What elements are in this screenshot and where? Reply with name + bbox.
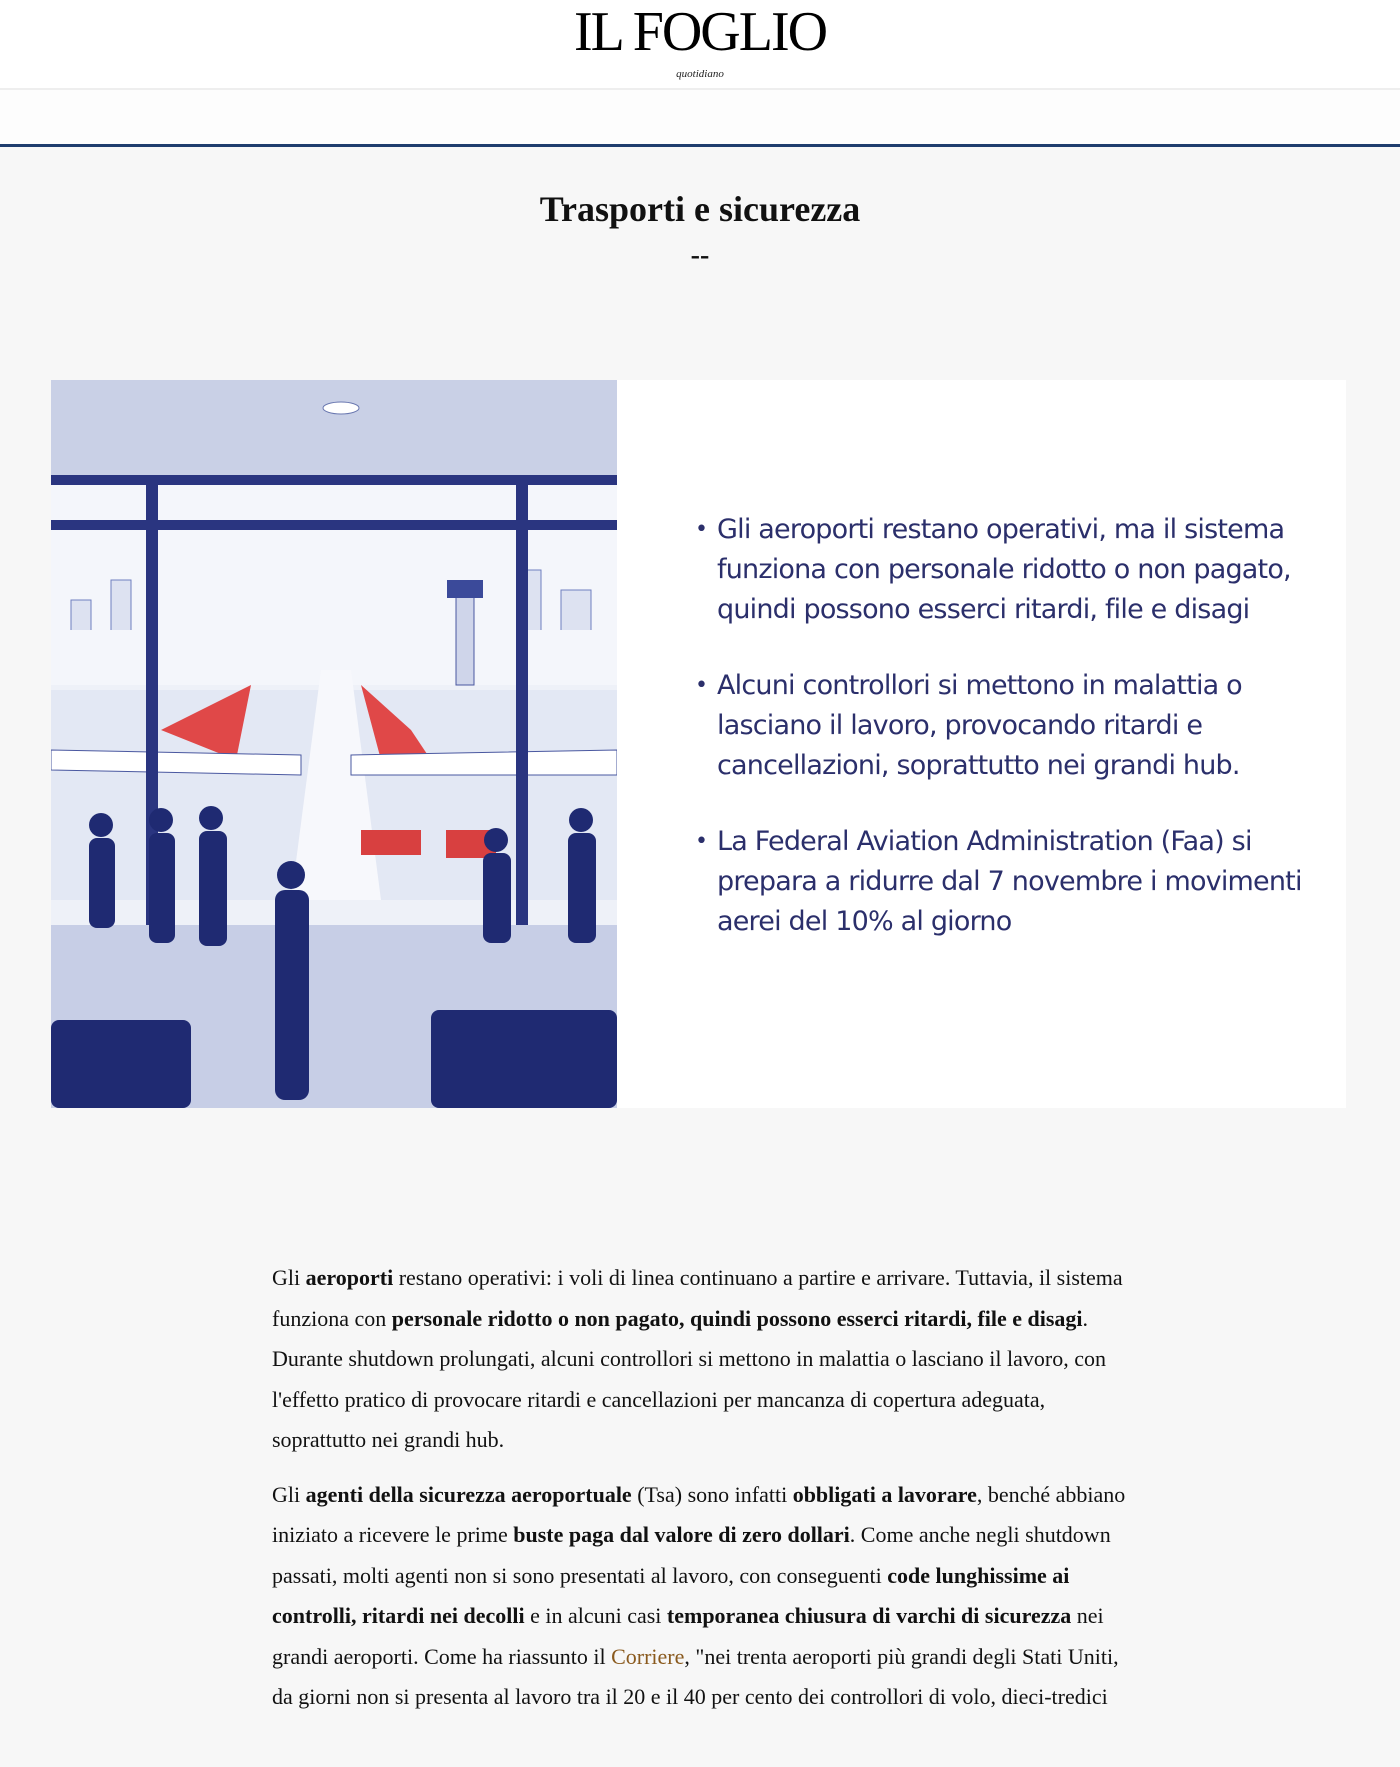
text: Gli xyxy=(272,1481,306,1507)
text: e in alcuni casi xyxy=(524,1603,667,1628)
paragraph xyxy=(272,1258,1132,1461)
article-body xyxy=(272,1258,1132,1732)
bold-text: agenti della sicurezza aeroportuale xyxy=(305,1481,632,1507)
article-subtitle: -- xyxy=(690,240,710,271)
article-title: Trasporti e sicurezza xyxy=(539,189,861,229)
text: . Come anche negli shutdown passati, molti agenti non si sono presentati al lavoro, con conseguenti xyxy=(272,1522,1111,1588)
bullet-item: • Alcuni controllori si mettono in malattia o lasciano il lavoro, provocando ritardi e cancellazioni, soprattutto nei grandi hub. xyxy=(695,666,1306,786)
corriere-link[interactable]: Corriere xyxy=(611,1643,685,1669)
text: Gli xyxy=(272,1265,306,1290)
bold-text: buste paga dal valore di zero dollari xyxy=(513,1522,850,1547)
bold-text: temporanea chiusura di varchi di sicurezza xyxy=(666,1603,1072,1628)
bold-text: code lunghissime ai controlli, ritardi nei decolli xyxy=(272,1562,1070,1628)
summary-bullets xyxy=(617,380,1346,1108)
airport-illustration xyxy=(51,380,617,1108)
bullet-item: • Gli aeroporti restano operativi, ma il sistema funziona con personale ridotto o non pagato, quindi possono esserci ritardi, file e disagi xyxy=(695,510,1306,630)
site-header xyxy=(0,0,1400,90)
nav-bar xyxy=(0,90,1400,147)
bold-text: obbligati a lavorare xyxy=(792,1481,977,1507)
bold-text: aeroporti xyxy=(305,1265,394,1290)
paragraph xyxy=(272,1475,1132,1718)
site-logo[interactable]: IL FOGLIO xyxy=(573,1,827,63)
infographic-card xyxy=(51,380,1346,1108)
text: nei grandi aeroporti. Come ha riassunto il xyxy=(272,1603,1104,1669)
text: , "nei trenta aeroporti più grandi degli Stati Uniti, da giorni non si presenta al lavoro tra il 20 e il 40 per cento dei controllori di volo, dieci-tredici xyxy=(272,1643,1119,1709)
text: (Tsa) sono infatti xyxy=(631,1481,793,1507)
bold-text: personale ridotto o non pagato, quindi possono esserci ritardi, file e disagi xyxy=(391,1305,1083,1331)
text: , benché abbiano iniziato a ricevere le prime xyxy=(272,1481,1126,1547)
bullet-item: • La Federal Aviation Administration (Faa) si prepara a ridurre dal 7 novembre i movimenti aerei del 10% al giorno xyxy=(695,822,1306,942)
text: restano operativi: i voli di linea continuano a partire e arrivare. Tuttavia, il sistema funziona con xyxy=(272,1265,1123,1331)
logo-subtitle: quotidiano xyxy=(676,68,724,80)
text: . Durante shutdown prolungati, alcuni controllori si mettono in malattia o lasciano il lavoro, con l'effetto pratico di provocare ritardi e cancellazioni per mancanza di copertura adeguata, soprattutto nei grandi hub. xyxy=(272,1305,1106,1452)
